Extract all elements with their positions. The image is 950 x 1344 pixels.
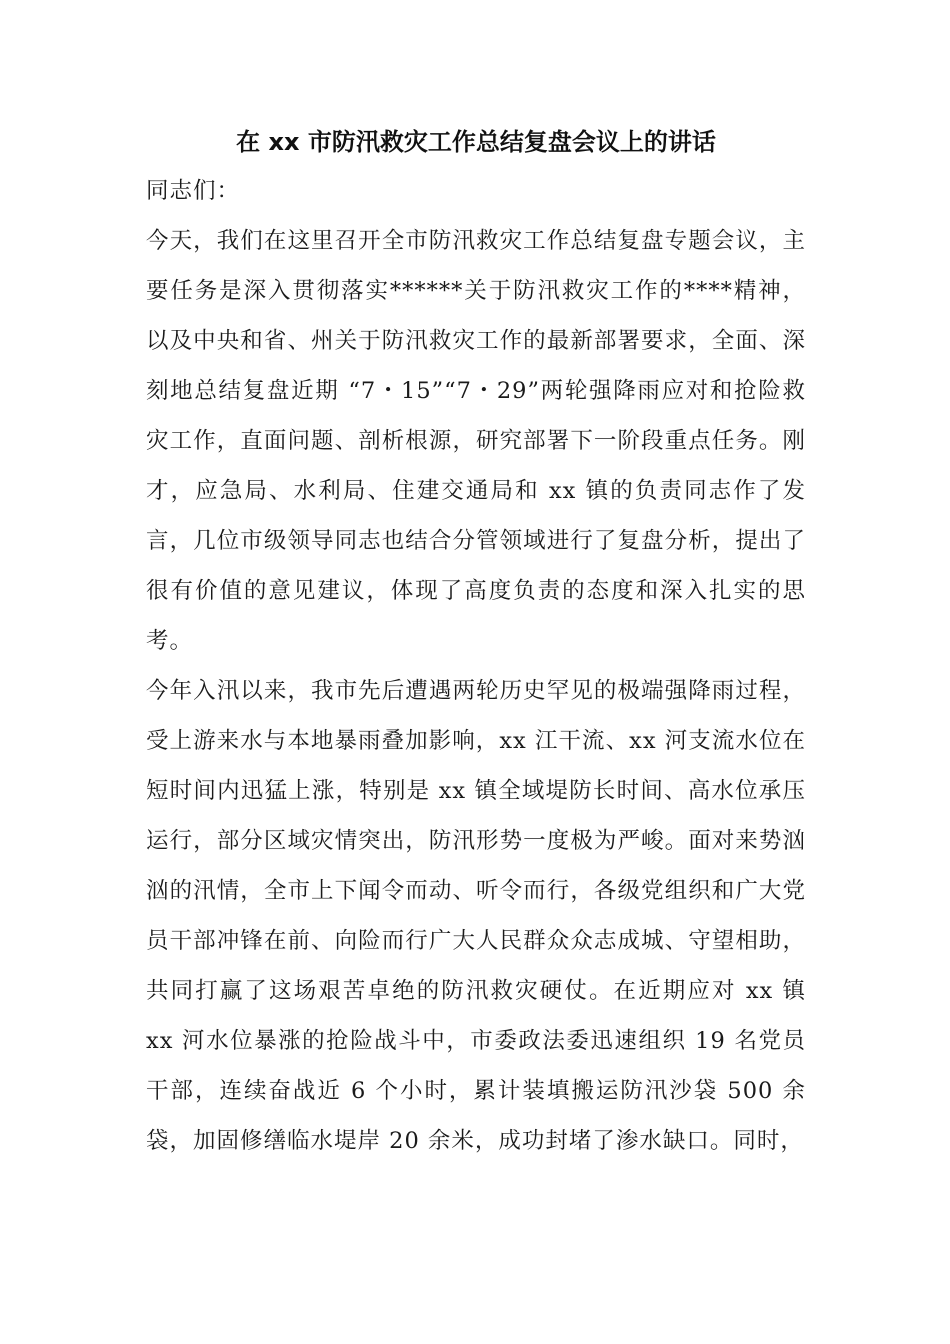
salutation: 同志们：	[146, 178, 241, 204]
paragraph-1: 今天，我们在这里召开全市防汛救灾工作总结复盘专题会议，主要任务是深入贯彻落实******关于防汛救灾工作的****精神，以及中央和省、州关于防汛救灾工作的最新部署要求，全面、深刻地总结复盘近期 “7・15”“7・29”两轮强降雨应对和抢险救灾工作，直面问题、剖析根源，研究部署下一阶段重点任务。刚才，应急局、水利局、住建交通局和 xx 镇的负责同志作了发言，几位市级领导同志也结合分管领域进行了复盘分析，提出了很有价值的意见建议，体现了高度负责的态度和深入扎实的思考。	[146, 228, 806, 654]
paragraph-2: 今年入汛以来，我市先后遭遇两轮历史罕见的极端强降雨过程，受上游来水与本地暴雨叠加影响，xx 江干流、xx 河支流水位在短时间内迅猛上涨，特别是 xx 镇全域堤防长时间、高水位承压运行，部分区域灾情突出，防汛形势一度极为严峻。面对来势汹汹的汛情，全市上下闻令而动、听令而行，各级党组织和广大党员干部冲锋在前、向险而行广大人民群众众志成城、守望相助，共同打赢了这场艰苦卓绝的防汛救灾硬仗。在近期应对 xx 镇 xx 河水位暴涨的抢险战斗中，市委政法委迅速组织 19 名党员干部，连续奋战近 6 个小时，累计装填搬运防汛沙袋 500 余袋，加固修缮临水堤岸 20 余米，成功封堵了渗水缺口。同时，	[146, 678, 806, 1154]
document-body	[146, 166, 806, 1166]
document-title: 在 xx 市防汛救灾工作总结复盘会议上的讲话	[236, 128, 716, 156]
